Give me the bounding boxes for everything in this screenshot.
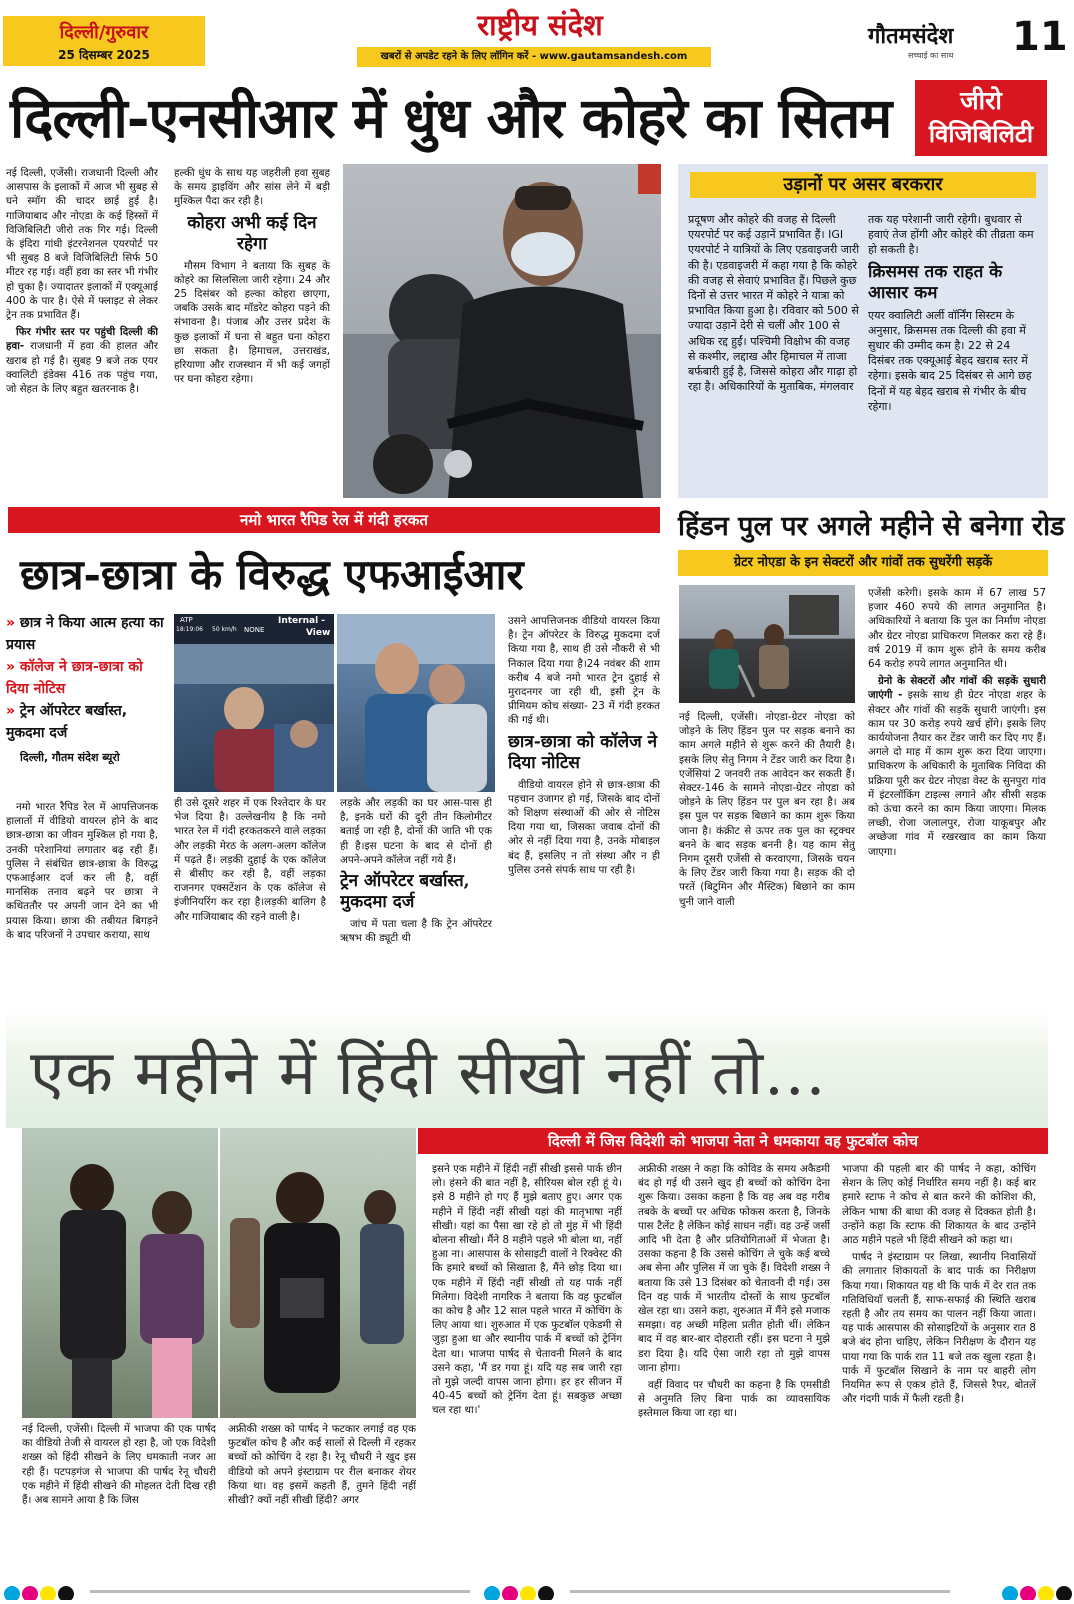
- story3-col2-lead: ग्रेनो के सेक्टरों और गांवों की सड़कें सुधारी जाएंगी -: [868, 675, 1046, 702]
- story2-col2: [174, 796, 326, 1000]
- story1-col2-p1: हल्की धुंध के साथ यह जहरीली हवा सुबह के समय ड्राइविंग और सांस लेने में बड़ी मुश्किल पैदा कर रही है।: [174, 167, 330, 208]
- story2-col3-sub: ट्रेन ऑपरेटर बर्खास्त, मुकदमा दर्ज: [340, 871, 470, 913]
- park-councillor-illustration: [220, 1128, 416, 1418]
- story1-col1-lead: फिर गंभीर स्तर पर पहुंची दिल्ली की हवा-: [6, 326, 158, 353]
- story4-col2: [638, 1162, 830, 1574]
- photo-text-time: 18:19:06: [176, 626, 203, 633]
- story3-col2-p1: एजेंसी करेगी। इसके काम में 67 लाख 57 हजार 460 रुपये की लागत अनुमानित है। अधिकारियों ने बताया कि पुल का निर्माण नोएडा और ग्रेटर नोएडा प्राधिकरण मिलकर करा रहे हैं। वर्ष 2019 में काम शुरू होने के समय करीब 64 करोड़ रुपये लागत अनुमानित थी।: [868, 587, 1046, 671]
- story3-col1-p: नई दिल्ली, एजेंसी। नोएडा-ग्रेटर नोएडा को जोड़ने के लिए हिंडन पुल पर सड़क बनाने का काम अगले महीने से शुरू करने की तैयारी है। इसके लिए सेतु निगम ने टेंडर जारी कर दिया है। एजेंसियां 2 जनवरी तक आवेदन कर सकती हैं। सेक्टर-146 के सामने नोएडा-ग्रेटर नोएडा को जोड़ने के लिए हिंडन पर पुल बन रहा है। अब इस पुल पर सड़क बिछाने का काम शुरू किया जाना है। कंक्रीट से ऊपर तक पुल का स्ट्रक्चर बनने के बाद सड़क बननी है। यह काम सेतु निगम दूसरी एजेंसी से करवाएगा, जिसके चयन के लिए टेंडर जारी किया गया है। सड़क की दो परतें (बिटुमिन और मैस्टिक) बिछाने का काम चुनी जाने वाली: [679, 711, 855, 908]
- park-confrontation-photo-2: [220, 1128, 416, 1418]
- story1-col2-sub: कोहरा अभी कई दिन रहेगा: [187, 212, 317, 254]
- story3-subhead-bar: [678, 550, 1048, 576]
- bullet-icon: »: [6, 659, 20, 675]
- section-title: राष्ट्रीय संदेश: [477, 8, 603, 42]
- story1-col1-p1: नई दिल्ली, एजेंसी। राजधानी दिल्ली और आसपास के इलाकों में आज भी सुबह से घने स्मॉग की चादर छाई हुई है। गाजियाबाद और नोएडा के कई हिस्सों में विजिबिलिटी जीरो तक गिर गई। दिल्ली के इंदिरा गांधी इंटरनेशनल एयरपोर्ट पर भी सुबह 8 बजे विजिबिलिटी सिर्फ 50 मीटर रह गई। वहीं हवा का स्तर भी गंभीर हो चुका है। ज्यादातर इलाकों में एक्यूआई 400 के पार है। ऐसे में फ्लाइट से लेकर ट्रेन तक प्रभावित हैं।: [6, 167, 158, 322]
- tagline-bar: [357, 47, 711, 67]
- photo-text-speed: 50 km/h: [212, 626, 237, 633]
- story3-subhead: ग्रेटर नोएडा के इन सेक्टरों और गांवों तक सुधरेंगी सड़कें: [733, 555, 993, 570]
- flights-box-col2: [868, 212, 1040, 496]
- tagline: खबरों से अपडेट रहने के लिए लॉगिन करें - www.gautamsandesh.com: [380, 51, 688, 62]
- story2-col4-p1: उसने आपत्तिजनक वीडियो वायरल किया है। ट्रेन ऑपरेटर के विरुद्ध मुकदमा दर्ज किया गया है, साथ ही उसे नौकरी से भी निकाल दिया गया है।24 नवंबर की शाम करीब 4 बजे नमो भारत ट्रेन दुहाई से मुरादनगर जा रही थी, इसी ट्रेन के प्रीमियम कोच संख्या- 23 में गंदी हरकत की गई थी।: [508, 615, 660, 727]
- story2-headline: छात्र-छात्रा के विरुद्ध एफआईआर: [20, 550, 524, 599]
- story3-col2-p2: इसके साथ ही ग्रेटर नोएडा शहर के सेक्टर और गांवों की सड़कें सुधारी जाएंगी। इस काम पर 30 करोड़ रुपये खर्च होंगे। इसके लिए कार्ययोजना तैयार कर टेंडर जारी कर दिए गए हैं। अगले दो माह में काम शुरू करा दिया जाएगा। प्राधिकरण के अधिकारी के मुताबिक निविदा की प्रक्रिया पूरी कर ग्रेटर नोएडा वेस्ट के सुनपुरा गांव में इंटरलॉकिंग टाइल्स लगाने और सीसी सड़क को ऊंचा करने का काम किया जाएगा। मिलक लच्छी, रोजा जलालपुर, रोजा याकूबपुर और अच्छेजा गांव में रखरखाव का काम किया जाएगा।: [868, 689, 1046, 858]
- road-work-photo: [679, 585, 855, 703]
- story4-col3: [842, 1162, 1036, 1574]
- train-seat-illustration: [337, 614, 495, 792]
- story4-photo-col2: [228, 1422, 416, 1572]
- story2-col4-p2: वीडियो वायरल होने से छात्र-छात्रा की पहचान उजागर हो गई, जिसके बाद दोनों को शिक्षण संस्थाओं की ओर से नोटिस दिया गया था, जिसका जवाब दोनों की ओर से नहीं दिया गया है, उनके मोबाइल बंद हैं, इसलिए न तो संस्था और न ही पुलिस उनसे संपर्क साध पा रही है।: [508, 778, 660, 876]
- flights-box-col1: [688, 212, 860, 496]
- story1-col1-p2: राजधानी में हवा की हालत और खराब हो गई है। सुबह 9 बजे तक एयर क्वालिटी इंडेक्स 416 तक पहुंच गया, जो सेहत के लिए बहुत खतरनाक है।: [6, 340, 158, 396]
- story4-strap: दिल्ली में जिस विदेशी को भाजपा नेता ने धमकाया वह फुटबॉल कोच: [547, 1132, 919, 1150]
- bullet-item: [6, 656, 164, 700]
- story4-photo-col2-p: अफ्रीकी शख्स को पार्षद ने फटकार लगाई वह एक फुटबॉल कोच है और कई सालों से दिल्ली में रहकर बच्चों को कोचिंग दे रहा है। रेनू चौधरी ने खुद इस वीडियो को अपने इंस्टाग्राम पर रील बनाकर शेयर किया था। वह इसमें कहती हैं, तुमने हिंदी नहीं सीखी? क्यों नहीं सीखी हिंदी? अगर: [228, 1423, 416, 1507]
- story4-col3-p1: भाजपा की पहली बार की पार्षद ने कहा, कोचिंग सेशन के लिए कोई निर्धारित समय नहीं है। कई बार हमारे स्टाफ ने कोच से बात करने की कोशिश की, लेकिन भाषा की बाधा की वजह से दिक्कत होती है। उन्होंने कहा कि स्टाफ की शिकायत के बाद उन्होंने आठ महीने पहले भी हिंदी सीखने को कहा था।: [842, 1163, 1036, 1247]
- story2-bullets: [6, 612, 164, 765]
- story2-kicker: नमो भारत रैपिड रेल में गंदी हरकत: [240, 511, 428, 529]
- park-people-illustration: [22, 1128, 218, 1418]
- park-confrontation-photo-1: [22, 1128, 218, 1418]
- story4-col3-p2: पार्षद ने इंस्टाग्राम पर लिखा, स्थानीय निवासियों की लगातार शिकायतों के बाद पार्क का निरीक्षण किया गया। शिकायत यह थी कि पार्क में देर रात तक गतिविधियाँ चलती हैं, साफ-सफाई की स्थिति खराब रहती है और तय समय का पालन नहीं किया जाता। यह पार्क आसपास की सोसाइटियों के अनुसार रात 8 बजे बंद होना चाहिए, लेकिन निरीक्षण के दौरान यह पाया गया कि पार्क रात 11 बजे तक खुला रहता है। पार्क में फुटबॉल सिखाने के नाम पर बाहरी लोग नियमित रूप से एकत्र होते हैं, जिससे रैपर, बोतलें और गंदगी पार्क में फैली रहती है।: [842, 1251, 1036, 1406]
- story2-kicker-bar: [8, 507, 660, 533]
- story2-col4-sub: छात्र-छात्रा को कॉलेज ने दिया नोटिस: [508, 731, 658, 773]
- flights-box-title: उड़ानों पर असर बरकरार: [783, 174, 943, 195]
- story1-col2: [174, 166, 330, 500]
- story4-headline-band: [6, 1008, 1048, 1128]
- bullet-text: ट्रेन ऑपरेटर बर्खास्त, मुकदमा दर्ज: [6, 703, 128, 741]
- fog-cyclist-illustration: [343, 164, 661, 498]
- story4-photo-col1: [22, 1422, 216, 1572]
- story2-byline: दिल्ली, गौतम संदेश ब्यूरो: [20, 751, 120, 764]
- train-cabin-illustration: [174, 614, 334, 792]
- masthead: [0, 0, 1074, 74]
- bullet-item: [6, 700, 164, 744]
- zero-visibility-badge: [915, 80, 1047, 156]
- story2-col3-p2: जांच में पता चला है कि ट्रेन ऑपरेटर ऋषभ की ड्यूटी थी: [340, 918, 492, 945]
- bullet-text: छात्र ने किया आत्म हत्या का प्रयास: [6, 615, 164, 653]
- flights-box-col1-p: प्रदूषण और कोहरे की वजह से दिल्ली एयरपोर्ट पर कई उड़ानें प्रभावित हैं। IGI एयरपोर्ट ने यात्रियों के लिए एडवाइजरी जारी की है। एडवाइजरी में कहा गया है कि कोहरे की वजह से सेवाएं प्रभावित हैं। पिछले कुछ दिनों से उत्तर भारत में कोहरे ने यात्रा को प्रभावित किया हुआ है। रविवार को 500 से ज्यादा उड़ानें देरी से चलीं और 100 से अधिक रद्द हुईं। पश्चिमी विक्षोभ की वजह से कश्मीर, लद्दाख और हिमाचल में ताजा बर्फबारी हुई है, जिससे कोहरा और गाढ़ा हो रहा है। अधिकारियों के मुताबिक, मंगलवार: [688, 213, 860, 394]
- badge-line1: जीरो: [960, 86, 1002, 115]
- flights-box: [678, 164, 1048, 498]
- story4-col2-p2: वहीं विवाद पर चौधरी का कहना है कि एमसीडी से अनुमति लिए बिना पार्क का व्यावसायिक इस्तेमाल किया जा रहा था।: [638, 1379, 830, 1420]
- story2-col3: [340, 796, 492, 1000]
- registration-marks-icon: [0, 1580, 1074, 1600]
- date: 25 दिसम्बर 2025: [58, 48, 150, 62]
- story4-col2-p1: अफ्रीकी शख्स ने कहा कि कोविड के समय अकैडमी बंद हो गई थी उसने खुद ही बच्चों को कोचिंग देना शुरू किया। उसका कहना है कि वह अब वह गरीब तबके के बच्चों पर अधिक फोकस करता है, जिनके पास टैलेंट है लेकिन कोई साधन नहीं। वह उन्हें जर्सी आदि भी देता है और प्रतियोगिताओं में भेजता है। उसका कहना है कि उससे कोचिंग ले चुके कई बच्चे अब सेना और पुलिस में जा चुके हैं। विदेशी शख्स ने बताया कि उसे 13 दिसंबर को चेतावनी दी गई। उस दिन वह पार्क में भारतीय दोस्तों के साथ फुटबॉल खेल रहा था। उसने कहा, शुरुआत में मैंने इसे मजाक समझा। वह अच्छी महिला प्रतीत होती थीं। लेकिन बाद में वह बार-बार दोहराती रहीं। इस घटना ने मुझे डरा दिया है। यदि ऐसा जारी रहा तो मुझे वापस जाना होगा।: [638, 1163, 830, 1374]
- story2-col1: [6, 800, 158, 1000]
- photo-text-view: View: [306, 628, 331, 638]
- story3-headline: हिंडन पुल पर अगले महीने से बनेगा रोड: [678, 511, 1065, 542]
- story3-col1: [679, 710, 855, 1002]
- logo-text: गौतमसंदेश: [868, 24, 954, 49]
- story2-col3-p1: लड़के और लड़की का घर आस-पास ही है, इनके घरों की दूरी तीन किलोमीटर बताई जा रही है, दोनों की जाति भी एक ही है।इस घटना के बाद से दोनों ही अपने-अपने कॉलेज नहीं गये हैं।: [340, 797, 492, 866]
- story2-col4: [508, 614, 660, 1000]
- photo-text-none: NONE: [244, 626, 265, 634]
- photo-text-atp: ATP: [180, 616, 193, 624]
- flights-box-sub: क्रिसमस तक राहत के आसार कम: [868, 261, 1003, 303]
- story4-col1: [432, 1162, 622, 1574]
- road-work-illustration: [679, 585, 855, 703]
- color-registration-strip: [0, 1580, 1074, 1600]
- city-day: दिल्ली/गुरुवार: [59, 22, 149, 43]
- logo-sub: सच्चाई का साथ: [908, 51, 954, 60]
- flights-box-col2-p1: तक यह परेशानी जारी रहेगी। बुधवार से हवाएं तेज होंगी और कोहरे की तीव्रता कम हो सकती है।: [868, 213, 1034, 257]
- bullet-text: कॉलेज ने छात्र-छात्रा को दिया नोटिस: [6, 659, 143, 697]
- train-cabin-photo-2: [337, 614, 495, 792]
- story1-col1: [6, 166, 158, 500]
- story4-photo-col1-p: नई दिल्ली, एजेंसी। दिल्ली में भाजपा की एक पार्षद का वीडियो तेजी से वायरल हो रहा है, जो एक विदेशी शख्स को हिंदी सीखने के लिए धमकाती नजर आ रही हैं। पटपड़गंज से भाजपा की पार्षद रेनू चौधरी एक महीने में हिंदी सीखने की मोहलत देती दिख रही हैं। अब सामने आया है कि जिस: [22, 1423, 216, 1507]
- story4-col1-p: इसने एक महीने में हिंदी नहीं सीखी इससे पार्क छीन लो। हंसने की बात नहीं है, सीरियस बोल रही हूं ये। इसे 8 महीने हो गए हैं मुझे बताए हुए। अगर एक महीने में हिंदी नहीं सीखी यहां की मातृभाषा नहीं सीखी। यहां का पैसा खा रहे हो तो मुंह में भी हिंदी बोलना सीखो। मैंने 8 महीने पहले भी बोला था, नहीं हुआ ना। आसपास के सोसाइटी वालों ने रिक्वेस्ट की कि हमारे बच्चों को सिखाता है, मैंने छोड़ दिया था। एक महीने में हिंदी नहीं सीखी तो यह पार्क नहीं मिलेगा। विदेशी नागरिक ने बताया कि वह फुटबॉल का कोच है और 12 साल पहले भारत में कोचिंग के लिए आया था। शुरुआत में एक फुटबॉल एकेडमी से जुड़ा हुआ था और स्थानीय पार्क में बच्चों को ट्रेनिंग देता था। भाजपा पार्षद से चेतावनी मिलने के बाद उसने कहा, 'मैं डर गया हूं। यदि यह सब जारी रहा तो मुझे जल्दी वापस जाना होगा। हर हर सीजन में 40-45 बच्चों को ट्रेनिंग देता हूं। सबकुछ अच्छा चल रहा था।': [432, 1163, 622, 1417]
- story2-col1-p: नमो भारत रैपिड रेल में आपत्तिजनक हालातों में वीडियो वायरल होने के बाद छात्र-छात्रा का जीवन मुश्किल हो गया है, उनकी परेशानियां लगातार बढ़ रही हैं।पुलिस ने संबंधित छात्र-छात्रा के विरुद्ध एफआईआर दर्ज कर ली है, वहीं मानसिक तनाव बढ़ने पर छात्रा ने कथिततौर पर अपनी जान देने का भी प्रयास किया। छात्रा की तबीयत बिगड़ने के बाद परिजनों ने उपचार कराया, साथ: [6, 801, 158, 941]
- logo: [868, 20, 1008, 64]
- story3-col2: [868, 586, 1046, 1002]
- flights-box-col2-p2: एयर क्वालिटी अर्ली वॉर्निंग सिस्टम के अनुसार, क्रिसमस तक दिल्ली की हवा में सुधार की उम्मीद कम है। 22 से 24 दिसंबर तक एक्यूआई बेहद खराब स्तर में रहेगा। इसके बाद 25 दिसंबर से आगे छह दिनों में यह बेहद खराब से गंभीर के बीच रहेगा।: [868, 308, 1032, 413]
- photo-text-internal: Internal -: [278, 616, 326, 626]
- badge-line2: विजिबिलिटी: [928, 120, 1034, 148]
- flights-box-title-bar: [690, 172, 1036, 198]
- story4-headline: एक महीने में हिंदी सीखो नहीं तो...: [30, 1036, 827, 1109]
- fog-cyclist-photo: [343, 164, 661, 498]
- bullet-icon: »: [6, 615, 20, 631]
- bullet-icon: »: [6, 703, 20, 719]
- bullet-item: [6, 612, 164, 656]
- story4-strap-bar: [418, 1128, 1048, 1154]
- story2-col2-p: ही उसे दूसरे शहर में एक रिश्तेदार के घर भेज दिया है। उल्लेखनीय है कि नमो भारत रेल में गंदी हरकतकरने वाले लड़का और लड़की मेरठ के अलग-अलग कॉलेज में पढ़ते हैं। लड़की दुहाई के एक कॉलेज से बीसीए कर रही है, वहीं लड़का राजनगर एक्सटेंशन के एक कॉलेज से इंजीनियरिंग कर रहा है।लड़की बालिग है और गाजियाबाद की रहने वाली है।: [174, 797, 326, 923]
- date-box: [3, 16, 205, 66]
- story1-headline: दिल्ली-एनसीआर में धुंध और कोहरे का सितम: [10, 85, 892, 150]
- story1-col2-p2: मौसम विभाग ने बताया कि सुबह के कोहरे का सिलसिला जारी रहेगा। 24 और 25 दिसंबर को हल्का कोहरा छाएगा, जबकि उसके बाद मॉडरेट कोहरा पड़ने की संभावना है। पंजाब और उत्तर प्रदेश के कुछ इलाकों में घना से बहुत घना कोहरा छा सकता है। हिमाचल, उत्तराखंड, हरियाणा और राजस्थान में भी कई जगहों पर घना कोहरा रहेगा।: [174, 259, 330, 386]
- train-cabin-photo-1: [174, 614, 334, 792]
- page-number: 11: [1012, 14, 1068, 60]
